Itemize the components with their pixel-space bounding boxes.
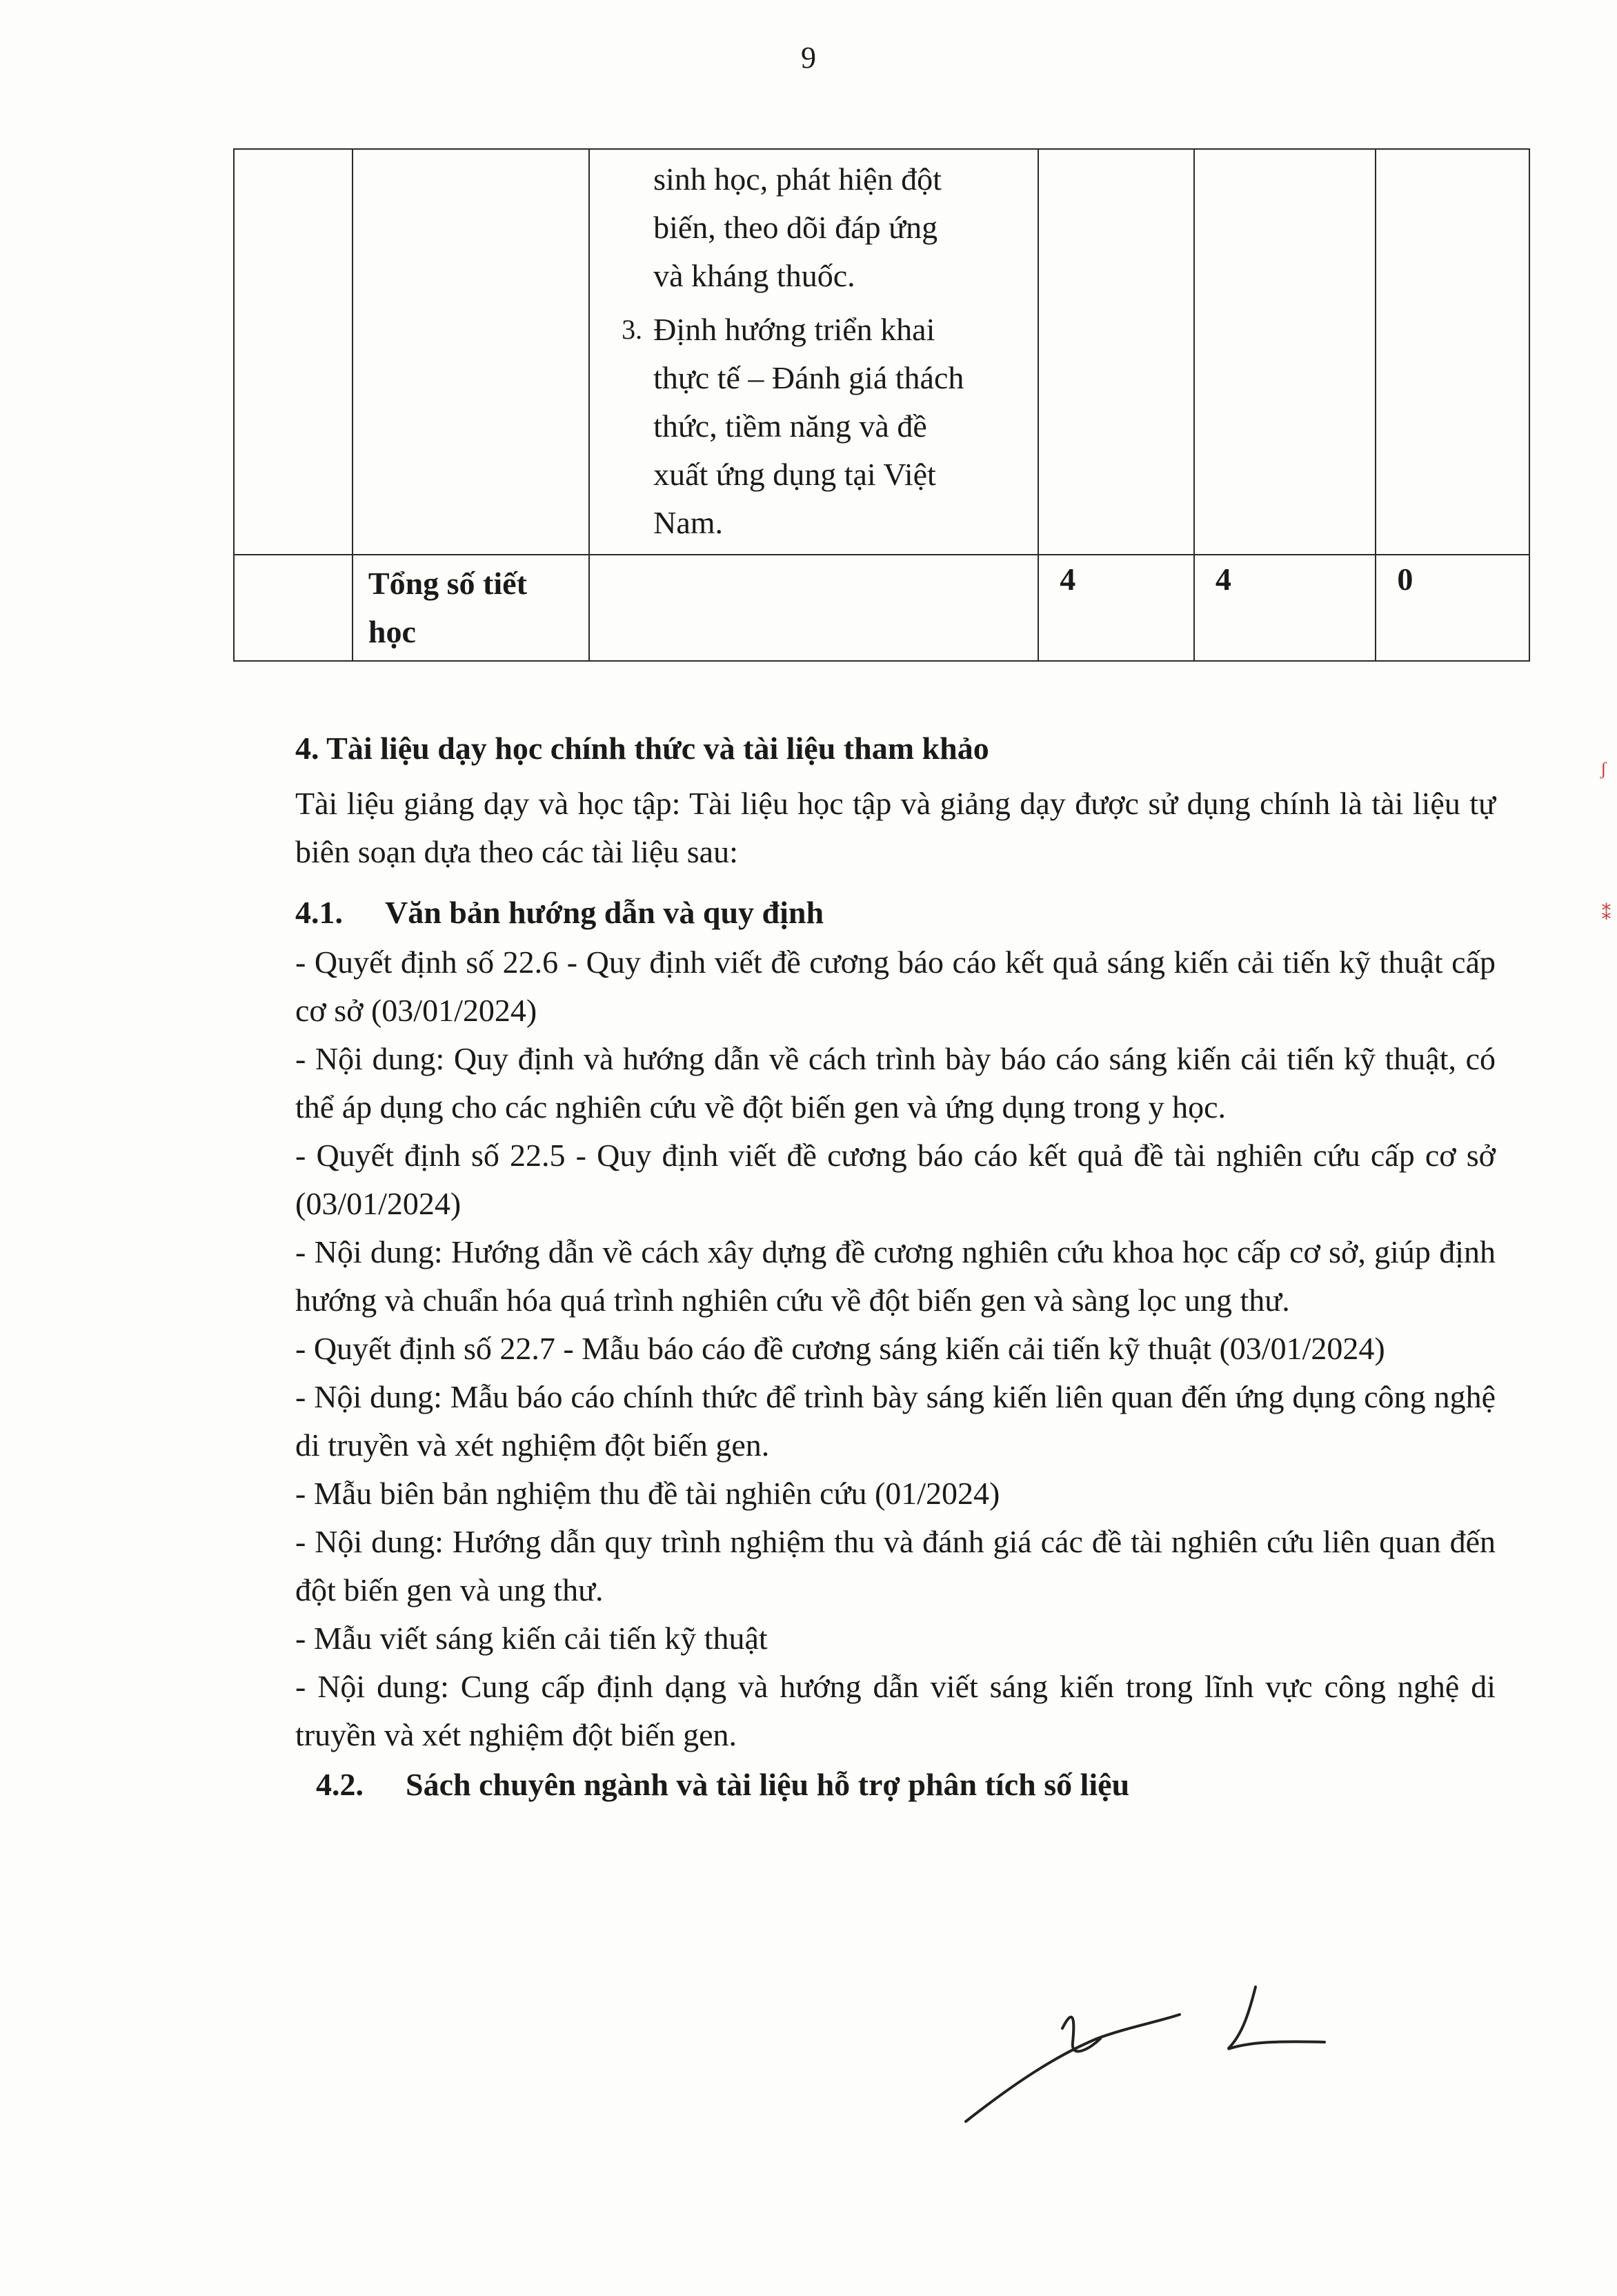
list-item: - Quyết định số 22.7 - Mẫu báo cáo đề cương sáng kiến cải tiến kỹ thuật (03/01/2024): [295, 1331, 1385, 1366]
list-item: - Quyết định số 22.6 - Quy định viết đề cương báo cáo kết quả sáng kiến cải tiến kỹ thuật cấp cơ sở (03/01/2024): [295, 944, 1496, 1028]
table-cell-empty: [1376, 149, 1529, 555]
text-line: Nam.: [653, 505, 724, 540]
signature-mark: [952, 1973, 1338, 2139]
margin-mark: ʃ: [1600, 759, 1607, 779]
table-cell-empty: [589, 555, 1038, 661]
total-label-line: học: [368, 614, 416, 649]
list-item: - Nội dung: Cung cấp định dạng và hướng dẫn viết sáng kiến trong lĩnh vực công nghệ di truyền và xét nghiệm đột biến gen.: [295, 1669, 1496, 1752]
text-line: thức, tiềm năng và đề: [653, 408, 927, 444]
text-line: sinh học, phát hiện đột: [653, 161, 942, 197]
text-line: Định hướng triển khai: [653, 312, 935, 347]
table-cell-empty: [1194, 149, 1376, 555]
total-label-line: Tổng số tiết: [368, 566, 527, 601]
section-4-heading: 4. Tài liệu dạy học chính thức và tài liệu tham khảo: [295, 731, 989, 766]
section-number: 4.1.: [295, 895, 343, 930]
list-item: - Mẫu biên bản nghiệm thu đề tài nghiên cứu (01/2024): [295, 1476, 1000, 1511]
table-cell-empty: [234, 555, 353, 661]
schedule-table: [233, 148, 1530, 662]
list-item: - Nội dung: Quy định và hướng dẫn về cách trình bày báo cáo sáng kiến cải tiến kỹ thuật, có thể áp dụng cho các nghiên cứu về đột biến gen và ứng dụng trong y học.: [295, 1041, 1496, 1125]
list-item: - Nội dung: Mẫu báo cáo chính thức để trình bày sáng kiến liên quan đến ứng dụng công nghệ di truyền và xét nghiệm đột biến gen.: [295, 1379, 1496, 1463]
section-title: Văn bản hướng dẫn và quy định: [385, 895, 824, 930]
section-number: 4.2.: [316, 1767, 364, 1802]
table-cell-empty: [1038, 149, 1194, 555]
page-number: 9: [801, 41, 816, 75]
total-row: [234, 555, 1529, 661]
table-row: [234, 149, 1529, 555]
table-cell-empty: [353, 149, 589, 555]
item-number: 3.: [622, 314, 643, 345]
section-4-intro: Tài liệu giảng dạy và học tập: Tài liệu học tập và giảng dạy được sử dụng chính là tài liệu tự biên soạn dựa theo các tài liệu sau:: [295, 786, 1496, 869]
total-practice: 0: [1376, 555, 1529, 661]
table-cell-empty: [234, 149, 353, 555]
list-item: - Mẫu viết sáng kiến cải tiến kỹ thuật: [295, 1621, 768, 1656]
list-item: - Nội dung: Hướng dẫn quy trình nghiệm thu và đánh giá các đề tài nghiên cứu liên quan đến đột biến gen và ung thư.: [295, 1524, 1496, 1607]
text-line: và kháng thuốc.: [653, 258, 855, 293]
continued-item: [624, 155, 1022, 300]
total-label: [353, 555, 589, 661]
list-item: - Nội dung: Hướng dẫn về cách xây dựng đề cương nghiên cứu khoa học cấp cơ sở, giúp định hướng và chuẩn hóa quá trình nghiên cứu về đột biến gen và sàng lọc ung thư.: [295, 1234, 1496, 1318]
section-4-1-heading: [295, 889, 1496, 937]
total-theory: 4: [1038, 555, 1194, 661]
margin-mark: ⁑: [1602, 904, 1611, 924]
list-item: - Quyết định số 22.5 - Quy định viết đề cương báo cáo kết quả đề tài nghiên cứu cấp cơ sở (03/01/2024): [295, 1138, 1496, 1221]
text-line: thực tế – Đánh giá thách: [653, 360, 964, 395]
section-title: Sách chuyên ngành và tài liệu hỗ trợ phân tích số liệu: [406, 1767, 1130, 1802]
section-4-2-heading: [316, 1761, 1496, 1809]
content-cell: [589, 149, 1038, 555]
text-line: xuất ứng dụng tại Việt: [653, 457, 936, 492]
document-body: [295, 724, 1496, 1809]
numbered-item-3: [624, 306, 1022, 547]
total-lecture: 4: [1194, 555, 1376, 661]
text-line: biến, theo dõi đáp ứng: [653, 210, 938, 245]
